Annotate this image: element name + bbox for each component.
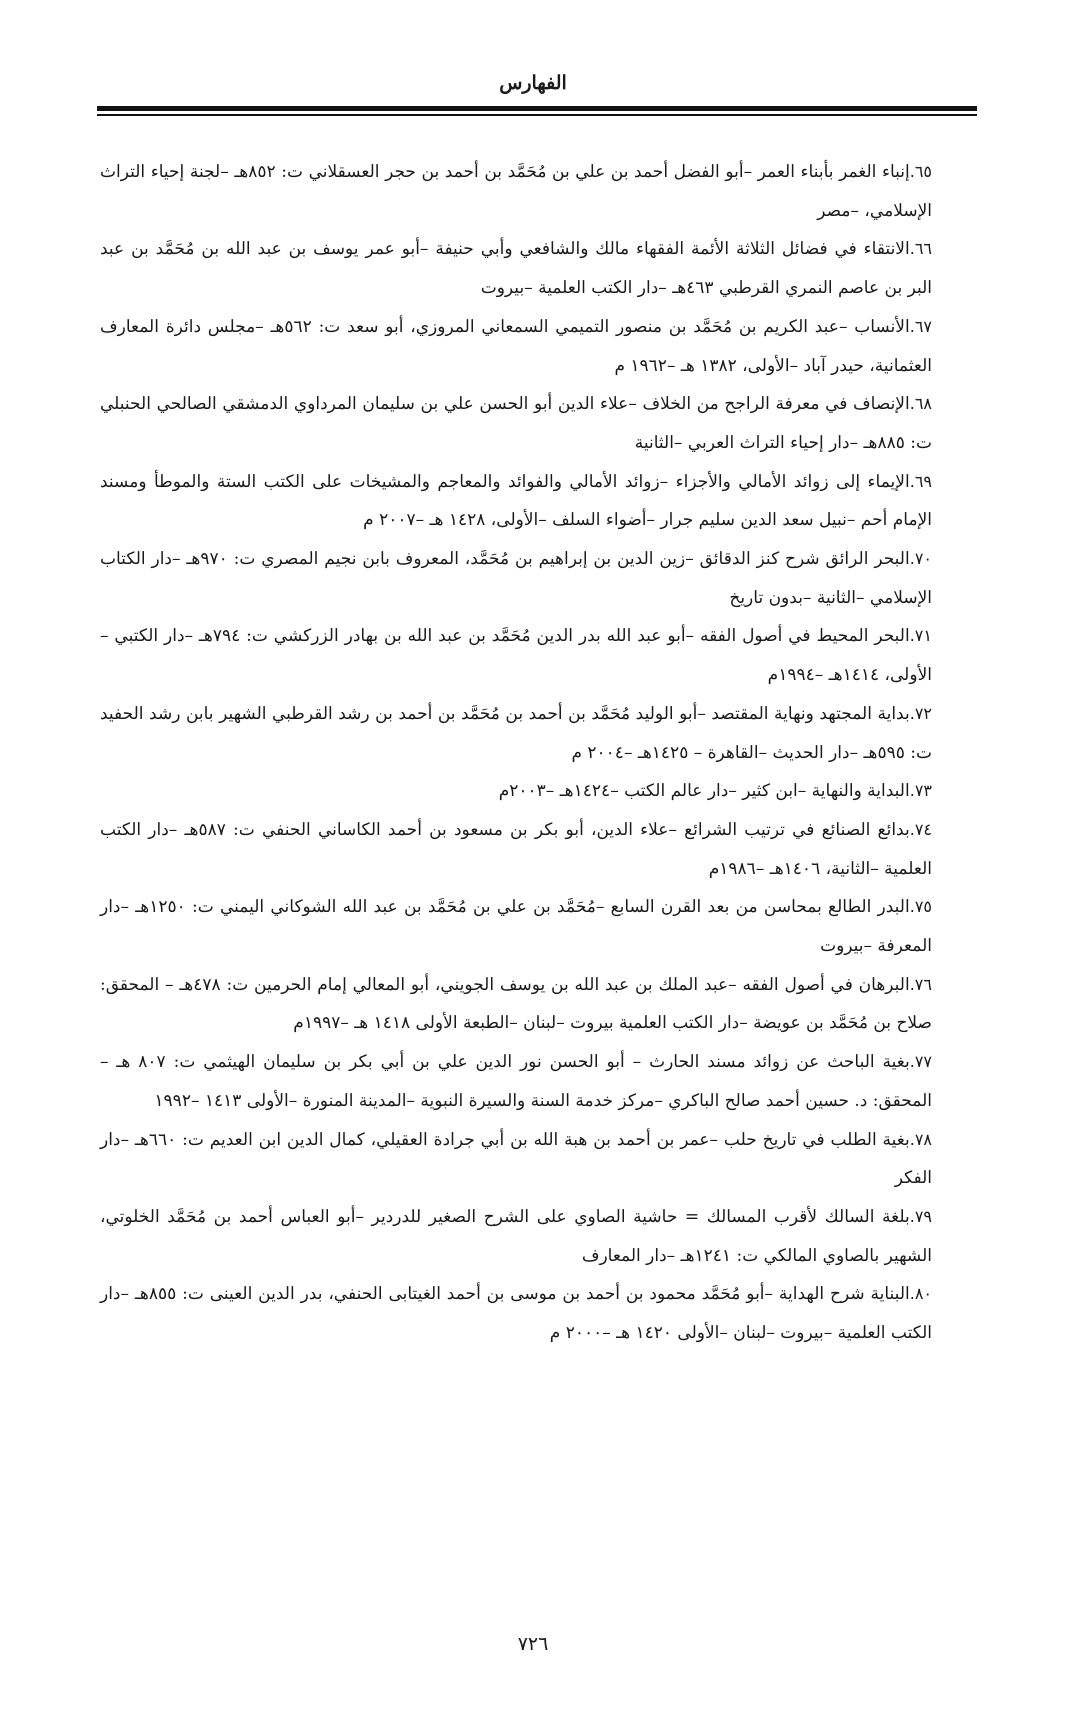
- entry-text: الإنصاف في معرفة الراجح من الخلاف –علاء الدين أبو الحسن علي بن سليمان المرداوي الدمشقي الصالحي الحنبلي ت: ٨٨٥هـ –دار إحياء التراث العربي –الثانية: [100, 394, 932, 453]
- bibliography-entry: [100, 966, 932, 1043]
- header-rule-thin: [97, 114, 977, 116]
- entry-text: البحر الرائق شرح كنز الدقائق –زين الدين بن إبراهيم بن مُحَمَّد، المعروف بابن نجيم المصري ت: ٩٧٠هـ –دار الكتاب الإسلامي –الثانية –بدون تاريخ: [100, 549, 932, 608]
- bibliography-entry: [100, 888, 932, 965]
- entry-number: ٧٨.: [909, 1129, 932, 1149]
- entry-text: البناية شرح الهداية –أبو مُحَمَّد محمود بن أحمد بن موسى بن أحمد الغيتابى الحنفي، بدر الدين العينى ت: ٨٥٥هـ –دار الكتب العلمية –بيروت –لبنان –الأولى ١٤٢٠ هـ –٢٠٠٠ م: [100, 1284, 932, 1344]
- bibliography-entry: [100, 153, 932, 230]
- entry-number: ٦٩.: [909, 471, 932, 491]
- bibliography-entry: [100, 1275, 932, 1352]
- bibliography-entry: [100, 1043, 932, 1120]
- bibliography-entry: [100, 695, 932, 772]
- entry-number: ٧٣.: [909, 781, 932, 801]
- entry-text: بلغة السالك لأقرب المسالك = حاشية الصاوي على الشرح الصغير للدردير –أبو العباس أحمد بن مُحَمَّد الخلوتي، الشهير بالصاوي المالكي ت: ١٢٤١هـ –دار المعارف: [100, 1206, 932, 1266]
- entry-number: ٧١.: [909, 626, 932, 646]
- entry-number: ٨٠.: [909, 1284, 932, 1304]
- bibliography-entry: [100, 1121, 932, 1198]
- entry-number: ٧٦.: [909, 974, 932, 994]
- entry-number: ٦٥.: [909, 162, 933, 181]
- bibliography-entry: [100, 230, 932, 307]
- bibliography-entry: [100, 463, 932, 540]
- entry-text: إنباء الغمر بأبناء العمر –أبو الفضل أحمد بن علي بن مُحَمَّد بن أحمد بن حجر العسقلاني ت: ٨٥٢هـ –لجنة إحياء التراث الإسلامي، –مصر: [100, 162, 932, 221]
- entry-text: بدائع الصنائع في ترتيب الشرائع –علاء الدين، أبو بكر بن مسعود بن أحمد الكاساني الحنفي ت: ٥٨٧هـ –دار الكتب العلمية –الثانية، ١٤٠٦هـ –١٩٨٦م: [100, 819, 932, 879]
- header-rule-thick: [97, 106, 977, 111]
- entry-number: ٧٤.: [909, 819, 932, 839]
- page-number: ٧٢٦: [517, 1633, 549, 1655]
- bibliography-list: [100, 153, 932, 1353]
- entry-number: ٦٧.: [909, 316, 933, 336]
- entry-number: ٧٢.: [909, 703, 932, 723]
- bibliography-entry: [100, 811, 932, 888]
- bibliography-entry: [100, 540, 932, 617]
- entry-number: ٧٧.: [909, 1052, 932, 1072]
- entry-number: ٧٠.: [909, 549, 932, 569]
- bibliography-entry: [100, 385, 932, 462]
- bibliography-entry: [100, 617, 932, 694]
- entry-number: ٧٩.: [909, 1206, 932, 1226]
- entry-text: البحر المحيط في أصول الفقه –أبو عبد الله بدر الدين مُحَمَّد بن عبد الله بن بهادر الزركشي ت: ٧٩٤هـ –دار الكتبي –الأولى، ١٤١٤هـ –١٩٩٤م: [100, 626, 932, 686]
- entry-number: ٦٨.: [909, 394, 932, 414]
- entry-text: البدر الطالع بمحاسن من بعد القرن السابع –مُحَمَّد بن علي بن مُحَمَّد بن عبد الله الشوكاني اليمني ت: ١٢٥٠هـ –دار المعرفة –بيروت: [100, 897, 932, 957]
- entry-text: بداية المجتهد ونهاية المقتصد –أبو الوليد مُحَمَّد بن أحمد بن مُحَمَّد بن أحمد بن رشد القرطبي الشهير بابن رشد الحفيد ت: ٥٩٥هـ –دار الحديث –القاهرة – ١٤٢٥هـ –٢٠٠٤ م: [100, 703, 932, 763]
- bibliography-entry: [100, 1198, 932, 1275]
- bibliography-entry: [100, 772, 932, 811]
- entry-number: ٧٥.: [909, 897, 932, 917]
- entry-text: بغية الباحث عن زوائد مسند الحارث – أبو الحسن نور الدين علي بن أبي بكر بن سليمان الهيثمي ت: ٨٠٧ هـ –المحقق: د. حسين أحمد صالح الباكري –مركز خدمة السنة والسيرة النبوية –المدينة المنورة –الأولى ١٤١٣ –١٩٩٢: [100, 1052, 932, 1111]
- running-header-title: الفهارس: [499, 72, 567, 94]
- entry-text: البرهان في أصول الفقه –عبد الملك بن عبد الله بن يوسف الجويني، أبو المعالي إمام الحرمين ت: ٤٧٨هـ – المحقق: صلاح بن مُحَمَّد بن عويضة –دار الكتب العلمية بيروت –لبنان –الطبعة الأولى ١٤١٨ هـ –١٩٩٧م: [100, 974, 932, 1034]
- bibliography-entry: [100, 308, 932, 385]
- entry-number: ٦٦.: [909, 239, 932, 259]
- entry-text: الانتقاء في فضائل الثلاثة الأئمة الفقهاء مالك والشافعي وأبي حنيفة –أبو عمر يوسف بن عبد الله بن مُحَمَّد بن عبد البر بن عاصم النمري القرطبي ٤٦٣هـ –دار الكتب العلمية –بيروت: [100, 239, 932, 299]
- entry-text: البداية والنهاية –ابن كثير –دار عالم الكتب –١٤٢٤هـ –٢٠٠٣م: [498, 781, 910, 802]
- entry-text: بغية الطلب في تاريخ حلب –عمر بن أحمد بن هبة الله بن أبي جرادة العقيلي، كمال الدين ابن العديم ت: ٦٦٠هـ –دار الفكر: [100, 1129, 932, 1189]
- entry-text: الإيماء إلى زوائد الأمالي والأجزاء –زوائد الأمالي والفوائد والمعاجم والمشيخات على الكتب الستة والموطأ ومسند الإمام أحم –نبيل سعد الدين سليم جرار –أضواء السلف –الأولى، ١٤٢٨ هـ –٢٠٠٧ م: [100, 471, 932, 531]
- entry-text: الأنساب –عبد الكريم بن مُحَمَّد بن منصور التميمي السمعاني المروزي، أبو سعد ت: ٥٦٢هـ –مجلس دائرة المعارف العثمانية، حيدر آباد –الأولى، ١٣٨٢ هـ –١٩٦٢ م: [100, 316, 932, 376]
